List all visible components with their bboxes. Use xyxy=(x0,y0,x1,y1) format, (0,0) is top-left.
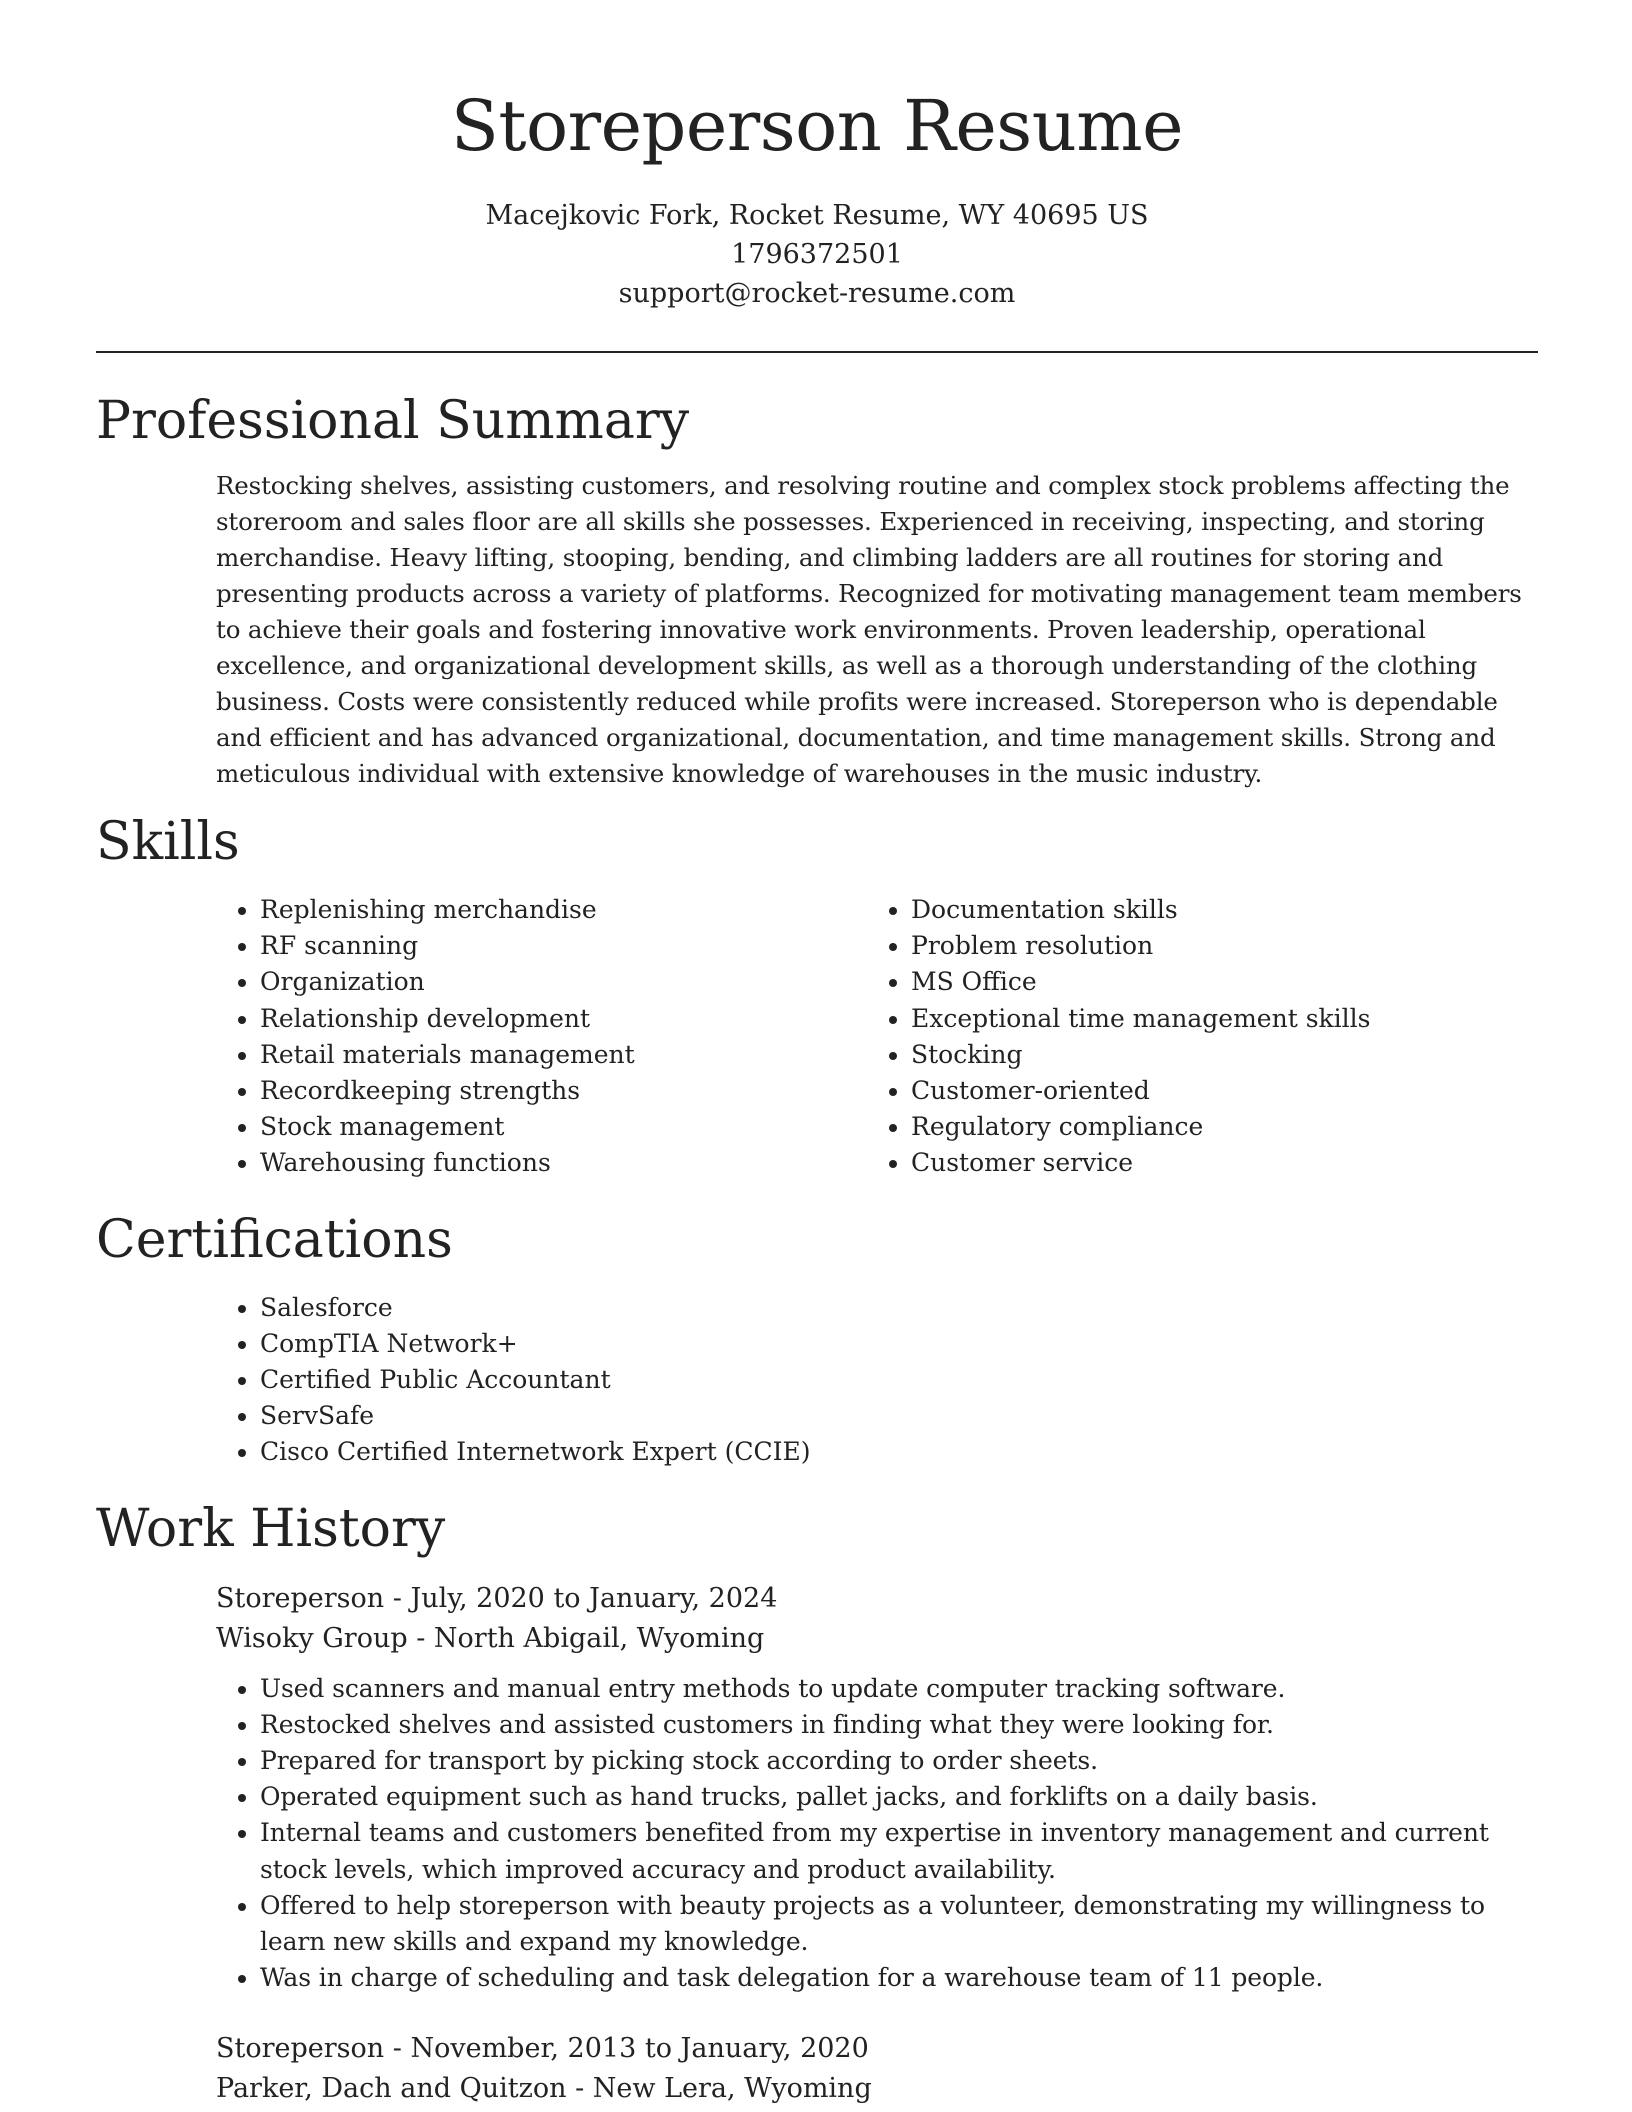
skill-item: • Organization xyxy=(260,964,867,1000)
job-location: New Lera, Wyoming xyxy=(592,2073,872,2105)
skills-column-right xyxy=(867,892,1518,1182)
skill-item: • Stock management xyxy=(260,1109,867,1145)
job-location: North Abigail, Wyoming xyxy=(433,1622,765,1654)
summary-heading: Professional Summary xyxy=(96,391,690,451)
certifications-list xyxy=(216,1290,1538,1471)
certification-item: • Cisco Certified Internetwork Expert (CCIE) xyxy=(260,1434,1538,1470)
work-history-heading: Work History xyxy=(96,1498,446,1559)
skill-item: • Regulatory compliance xyxy=(911,1109,1518,1145)
job-company-line: Wisoky Group - North Abigail, Wyoming xyxy=(216,1622,765,1654)
skill-item: • Customer service xyxy=(911,1145,1518,1181)
skill-item: • Documentation skills xyxy=(911,892,1518,928)
skill-item: • MS Office xyxy=(911,964,1518,1000)
certification-item: • Certified Public Accountant xyxy=(260,1362,1538,1398)
job-bullet-list xyxy=(216,1671,1538,1997)
certification-item: • Salesforce xyxy=(260,1290,1538,1326)
job-title: Storeperson xyxy=(216,2033,385,2065)
job-entry xyxy=(216,2029,1538,2109)
skill-item: • Warehousing functions xyxy=(260,1145,867,1181)
job-title: Storeperson xyxy=(216,1582,385,1614)
skill-item: • Problem resolution xyxy=(911,928,1518,964)
job-dates: November, 2013 to January, 2020 xyxy=(410,2033,869,2065)
job-dates: July, 2020 to January, 2024 xyxy=(410,1582,778,1614)
certifications-heading: Certifications xyxy=(96,1209,453,1270)
skills-list-right xyxy=(867,892,1518,1182)
skill-item: • Recordkeeping strengths xyxy=(260,1073,867,1109)
job-entry xyxy=(216,1579,1538,1997)
skill-item: • Relationship development xyxy=(260,1001,867,1037)
certification-item: • ServSafe xyxy=(260,1398,1538,1434)
job-bullet: • Prepared for transport by picking stock according to order sheets. xyxy=(260,1743,1538,1779)
job-company: Parker, Dach and Quitzon xyxy=(216,2073,567,2105)
job-company-line: Parker, Dach and Quitzon - New Lera, Wyoming xyxy=(216,2073,872,2105)
certifications-block xyxy=(216,1290,1538,1471)
skills-heading: Skills xyxy=(96,812,240,872)
header-divider xyxy=(96,351,1538,353)
skill-item: • RF scanning xyxy=(260,928,867,964)
job-bullet: • Was in charge of scheduling and task delegation for a warehouse team of 11 people. xyxy=(260,1960,1538,1996)
certification-item: • CompTIA Network+ xyxy=(260,1326,1538,1362)
job-bullet: • Restocked shelves and assisted customers in finding what they were looking for. xyxy=(260,1707,1538,1743)
skills-grid xyxy=(216,892,1538,1182)
skill-item: • Retail materials management xyxy=(260,1037,867,1073)
skills-list-left xyxy=(216,892,867,1182)
contact-email: support@rocket-resume.com xyxy=(618,278,1016,309)
resume-title: Storeperson Resume xyxy=(450,85,1184,167)
skill-item: • Exceptional time management skills xyxy=(911,1001,1518,1037)
job-bullet: • Offered to help storeperson with beauty projects as a volunteer, demonstrating my willingness to learn new skills and expand my knowledge. xyxy=(260,1888,1538,1960)
summary-text: Restocking shelves, assisting customers, and resolving routine and complex stock problems affecting the storeroom and sales floor are all skills she possesses. Experienced in receiving, inspecting, and storing merchandise. Heavy lifting, stooping, bending, and climbing ladders are all routines for storing and presenting products across a variety of platforms. Recognized for motivating management team members to achieve their goals and fostering innovative work environments. Proven leadership, operational excellence, and organizational development skills, as well as a thorough understanding of the clothing business. Costs were consistently reduced while profits were increased. Storeperson who is dependable and efficient and has advanced organizational, documentation, and time management skills. Strong and meticulous individual with extensive knowledge of warehouses in the music industry. xyxy=(216,471,1522,788)
contact-block xyxy=(96,196,1538,313)
job-company: Wisoky Group xyxy=(216,1622,408,1654)
skills-column-left xyxy=(216,892,867,1182)
resume-page xyxy=(96,0,1538,2109)
skill-item: • Stocking xyxy=(911,1037,1518,1073)
job-bullet: • Internal teams and customers benefited from my expertise in inventory management and current stock levels, which improved accuracy and product availability. xyxy=(260,1815,1538,1887)
skill-item: • Replenishing merchandise xyxy=(260,892,867,928)
skill-item: • Customer-oriented xyxy=(911,1073,1518,1109)
job-bullet: • Operated equipment such as hand trucks, pallet jacks, and forklifts on a daily basis. xyxy=(260,1779,1538,1815)
job-title-line: Storeperson - July, 2020 to January, 2024 xyxy=(216,1582,778,1614)
contact-address: Macejkovic Fork, Rocket Resume, WY 40695 US xyxy=(485,200,1149,231)
job-title-line: Storeperson - November, 2013 to January, 2020 xyxy=(216,2033,869,2065)
job-bullet: • Used scanners and manual entry methods to update computer tracking software. xyxy=(260,1671,1538,1707)
contact-phone: 1796372501 xyxy=(731,239,903,270)
